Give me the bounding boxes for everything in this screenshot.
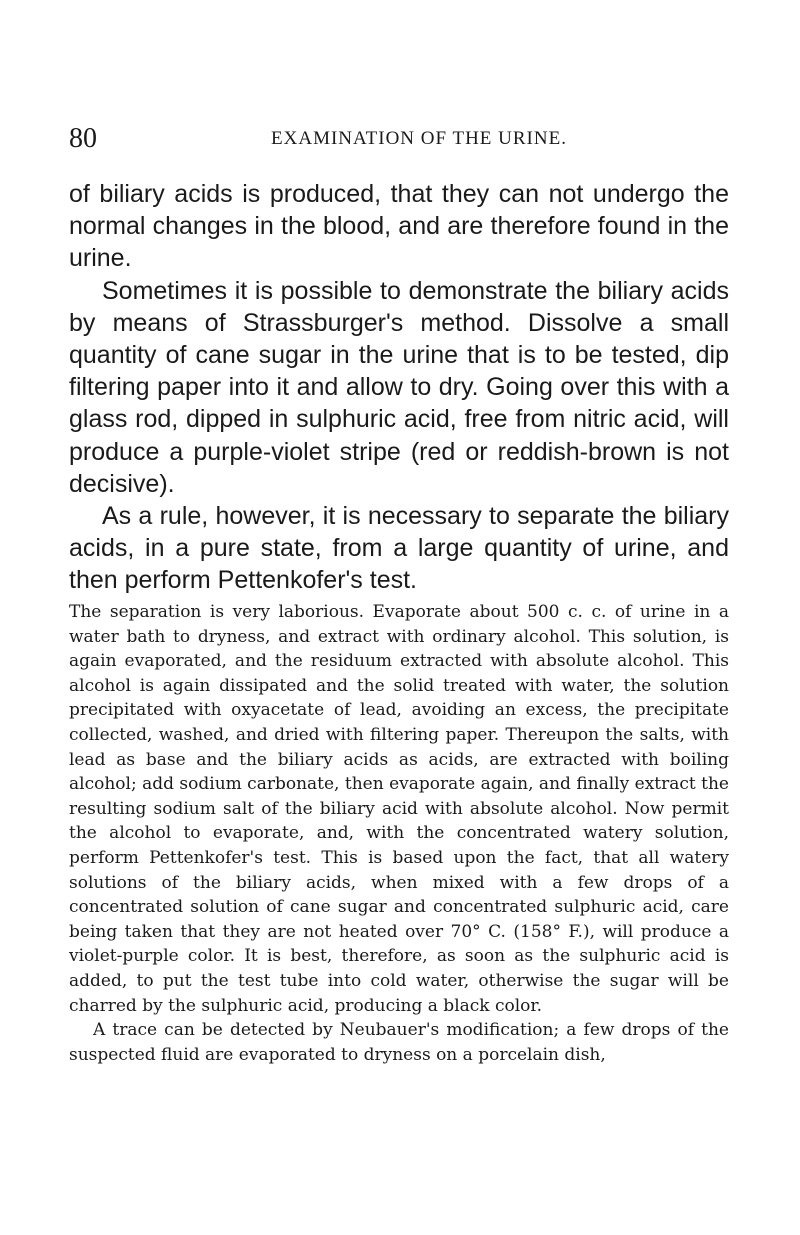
main-text bbox=[69, 178, 729, 597]
paragraph: As a rule, however, it is necessary to separate the biliary acids, in a pure state, from a large quantity of urine, and then perform Pettenkofer's test. bbox=[69, 502, 729, 595]
paragraph: of biliary acids is produced, that they can not undergo the normal changes in the blood, and are therefore found in the urine. bbox=[69, 180, 729, 273]
small-print-paragraph: A trace can be detected by Neubauer's modification; a few drops of the suspected fluid are evaporated to dryness on a porcelain dish, bbox=[69, 1020, 729, 1065]
small-print-paragraph: The separation is very laborious. Evaporate about 500 c. c. of urine in a water bath to dryness, and extract with ordinary alcohol. This solution, is again evaporated, and the residuum extracted with absolute alcohol. This alcohol is again dissipated and the solid treated with water, the solution precipitated with oxyacetate of lead, avoiding an excess, the precipitate collected, washed, and dried with filtering paper. Thereupon the salts, with lead as base and the biliary acids as acids, are extracted with boiling alcohol; add sodium carbonate, then evaporate again, and finally extract the resulting sodium salt of the biliary acid with absolute alcohol. Now permit the alcohol to evaporate, and, with the concentrated watery solution, perform Pettenkofer's test. This is based upon the fact, that all watery solutions of the biliary acids, when mixed with a few drops of a concentrated solution of cane sugar and concentrated sulphuric acid, care being taken that they are not heated over 70° C. (158° F.), will produce a violet-purple color. It is best, therefore, as soon as the sulphuric acid is added, to put the test tube into cold water, otherwise the sugar will be charred by the sulphuric acid, producing a black color. bbox=[69, 602, 729, 1016]
running-head: EXAMINATION OF THE URINE. bbox=[271, 128, 567, 149]
page-header bbox=[69, 124, 729, 154]
paragraph: Sometimes it is possible to demonstrate the biliary acids by means of Strassburger's method. Dissolve a small quantity of cane sugar in the urine that is to be tested, dip filtering paper into it and allow to dry. Going over this with a glass rod, dipped in sulphuric acid, free from nitric acid, will produce a purple-violet stripe (red or reddish-brown is not decisive). bbox=[69, 276, 729, 498]
small-print-section bbox=[69, 600, 729, 1067]
page-number: 80 bbox=[69, 123, 97, 154]
